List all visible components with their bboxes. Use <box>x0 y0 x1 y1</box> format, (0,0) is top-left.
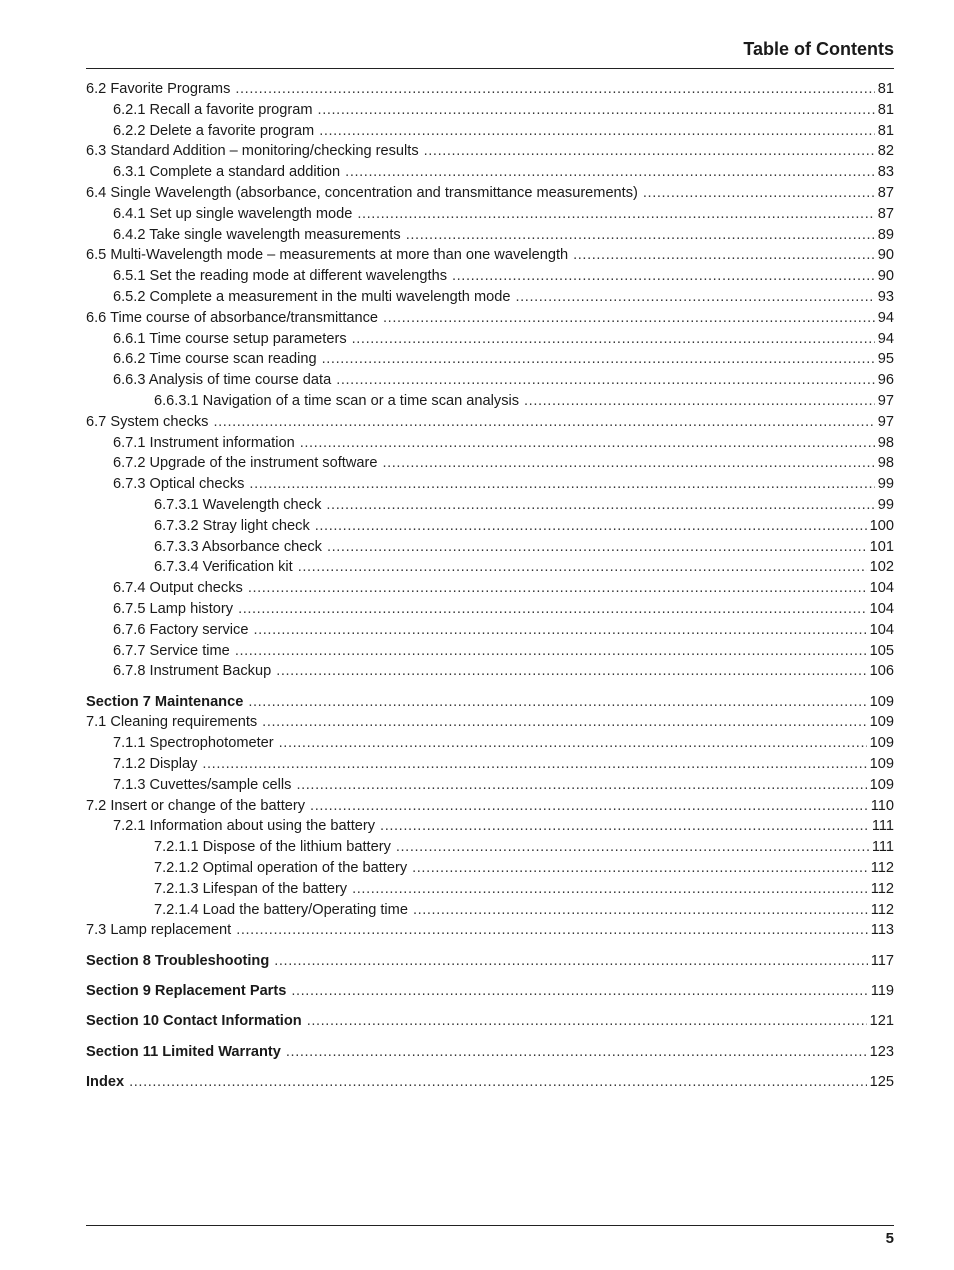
dot-leader <box>524 393 875 409</box>
toc-section-entry[interactable] <box>86 694 894 715</box>
toc-entry-page-number: 104 <box>869 580 894 597</box>
toc-section-entry[interactable] <box>86 983 894 1004</box>
dot-leader <box>424 143 875 159</box>
toc-entry[interactable] <box>86 414 894 435</box>
toc-entry-page-number: 119 <box>870 982 894 999</box>
toc-entry-label: 6.6.3.1 Navigation of a time scan or a time scan analysis <box>154 392 520 409</box>
dot-leader <box>248 580 867 596</box>
toc-entry-page-number: 81 <box>877 122 894 139</box>
toc-entry-page-number: 104 <box>869 600 894 617</box>
dot-leader <box>307 1013 867 1029</box>
toc-entry-page-number: 87 <box>877 205 894 222</box>
page-number: 5 <box>885 1230 894 1247</box>
toc-entry[interactable] <box>86 435 894 456</box>
toc-entry-page-number: 111 <box>871 839 894 856</box>
dot-leader <box>357 206 874 222</box>
toc-entry-label: 6.3.1 Complete a standard addition <box>113 164 341 181</box>
toc-entry[interactable] <box>86 881 894 902</box>
toc-entry-page-number: 110 <box>870 797 894 814</box>
toc-entry[interactable] <box>86 331 894 352</box>
toc-entry-label: 6.5 Multi-Wavelength mode – measurements at more than one wavelength <box>86 247 569 264</box>
dot-leader <box>262 714 866 730</box>
toc-entry-label: 6.7.5 Lamp history <box>113 600 234 617</box>
toc-entry-label: 6.7.7 Service time <box>113 642 230 659</box>
dot-leader <box>129 1074 867 1090</box>
toc-entry-label: 7.2.1.1 Dispose of the lithium battery <box>154 839 391 856</box>
toc-entry-label: Section 9 Replacement Parts <box>86 982 287 999</box>
dot-leader <box>310 798 868 814</box>
toc-entry-label: 6.6 Time course of absorbance/transmittance <box>86 309 379 326</box>
toc-entry-label: 7.3 Lamp replacement <box>86 922 232 939</box>
toc-entry[interactable] <box>86 735 894 756</box>
toc-entry[interactable] <box>86 102 894 123</box>
toc-entry[interactable] <box>86 143 894 164</box>
toc-entry[interactable] <box>86 539 894 560</box>
toc-entry-label: Section 10 Contact Information <box>86 1013 302 1030</box>
toc-entry-label: 7.2 Insert or change of the battery <box>86 797 306 814</box>
toc-entry-page-number: 102 <box>869 559 894 576</box>
dot-leader <box>413 902 868 918</box>
toc-entry-label: 7.2.1.4 Load the battery/Operating time <box>154 901 408 918</box>
toc-entry-label: 7.1 Cleaning requirements <box>86 714 258 731</box>
dot-leader <box>406 227 875 243</box>
toc-entry-label: 7.1.3 Cuvettes/sample cells <box>113 776 292 793</box>
page-footer <box>86 1225 894 1247</box>
toc-entry-page-number: 97 <box>877 413 894 430</box>
dot-leader <box>235 643 867 659</box>
dot-leader <box>274 953 867 969</box>
dot-leader <box>298 559 867 575</box>
toc-entry[interactable] <box>86 497 894 518</box>
toc-entry-label: 7.1.2 Display <box>113 756 198 772</box>
toc-entry-page-number: 98 <box>877 455 894 472</box>
toc-entry-page-number: 94 <box>877 330 894 347</box>
dot-leader <box>235 81 874 97</box>
toc-entry[interactable] <box>86 714 894 735</box>
toc-entry-page-number: 123 <box>869 1043 894 1060</box>
toc-entry-label: Section 8 Troubleshooting <box>86 952 270 969</box>
dot-leader <box>345 164 875 180</box>
toc-entry[interactable] <box>86 372 894 393</box>
dot-leader <box>202 756 866 772</box>
toc-entry-label: 7.2.1 Information about using the battery <box>113 818 376 835</box>
toc-entry[interactable] <box>86 818 894 839</box>
toc-entry-page-number: 101 <box>869 538 894 555</box>
dot-leader <box>315 518 867 534</box>
toc-entry-page-number: 97 <box>877 392 894 409</box>
toc-entry-label: 6.7 System checks <box>86 413 209 430</box>
dot-leader <box>352 331 875 347</box>
toc-entry-label: 6.4 Single Wavelength (absorbance, concentration and transmittance measurements) <box>86 184 638 201</box>
dot-leader <box>296 777 866 793</box>
toc-entry-label: 6.7.3.1 Wavelength check <box>154 496 322 513</box>
toc-entry-page-number: 112 <box>870 859 894 876</box>
toc-entry-page-number: 81 <box>877 101 894 118</box>
toc-entry-page-number: 81 <box>877 81 894 97</box>
dot-leader <box>516 289 875 305</box>
dot-leader <box>248 694 866 710</box>
dot-leader <box>380 818 869 834</box>
toc-entry[interactable] <box>86 559 894 580</box>
toc-entry-page-number: 100 <box>869 517 894 534</box>
dot-leader <box>238 601 867 617</box>
toc-entry-label: 6.4.2 Take single wavelength measurements <box>113 226 401 243</box>
toc-entry[interactable] <box>86 622 894 643</box>
toc-entry-label: 6.2.1 Recall a favorite program <box>113 101 313 118</box>
page-header <box>86 36 894 69</box>
toc-entry[interactable] <box>86 164 894 185</box>
toc-entry[interactable] <box>86 518 894 539</box>
toc-section-entry[interactable] <box>86 1074 894 1095</box>
toc-entry[interactable] <box>86 81 894 102</box>
toc-entry-page-number: 109 <box>869 756 894 772</box>
dot-leader <box>573 247 875 263</box>
toc-entry-label: 6.7.3.2 Stray light check <box>154 517 310 534</box>
toc-entry-label: Index <box>86 1073 125 1090</box>
toc-entry[interactable] <box>86 351 894 372</box>
toc-entry[interactable] <box>86 922 894 943</box>
dot-leader <box>300 435 875 451</box>
dot-leader <box>236 922 868 938</box>
toc-entry-page-number: 117 <box>870 952 894 969</box>
dot-leader <box>318 102 875 118</box>
toc-entry-label: 6.3 Standard Addition – monitoring/checking results <box>86 143 419 160</box>
toc-entry-page-number: 112 <box>870 880 894 897</box>
dot-leader <box>452 268 875 284</box>
toc-entry-label: 6.6.2 Time course scan reading <box>113 351 317 368</box>
toc-entry-label: 6.6.1 Time course setup parameters <box>113 330 347 347</box>
toc-entry[interactable] <box>86 580 894 601</box>
toc-entry-page-number: 109 <box>869 735 894 752</box>
toc-entry-label: 6.7.1 Instrument information <box>113 434 295 451</box>
dot-leader <box>249 476 874 492</box>
dot-leader <box>643 185 875 201</box>
toc-entry-label: 7.1.1 Spectrophotometer <box>113 735 274 752</box>
toc-entry[interactable] <box>86 247 894 268</box>
toc-section-entry[interactable] <box>86 1013 894 1034</box>
toc-entry-page-number: 95 <box>877 351 894 368</box>
toc-entry-page-number: 104 <box>869 621 894 638</box>
dot-leader <box>291 983 867 999</box>
toc-entry-page-number: 121 <box>869 1013 894 1030</box>
toc-entry-label: 6.7.4 Output checks <box>113 580 243 597</box>
toc-entry-label: 6.5.1 Set the reading mode at different wavelengths <box>113 268 447 285</box>
toc-entry-page-number: 113 <box>870 922 894 939</box>
toc-entry[interactable] <box>86 777 894 798</box>
toc-entry-page-number: 106 <box>869 663 894 680</box>
toc-entry-page-number: 99 <box>877 476 894 493</box>
toc-entry[interactable] <box>86 206 894 227</box>
toc-entry[interactable] <box>86 455 894 476</box>
toc-entry[interactable] <box>86 839 894 860</box>
toc-entry-label: 6.6.3 Analysis of time course data <box>113 372 332 389</box>
toc-entry[interactable] <box>86 185 894 206</box>
toc-entry-page-number: 105 <box>869 642 894 659</box>
toc-entry-page-number: 112 <box>870 901 894 918</box>
toc-entry-page-number: 89 <box>877 226 894 243</box>
toc-entry-page-number: 87 <box>877 184 894 201</box>
toc-entry-label: 7.2.1.2 Optimal operation of the battery <box>154 859 408 876</box>
toc-entry[interactable] <box>86 756 894 777</box>
toc-entry[interactable] <box>86 393 894 414</box>
toc-entry-page-number: 82 <box>877 143 894 160</box>
toc-entry[interactable] <box>86 601 894 622</box>
dot-leader <box>279 735 867 751</box>
toc-entry[interactable] <box>86 902 894 923</box>
toc-entry-label: 6.4.1 Set up single wavelength mode <box>113 205 353 222</box>
dot-leader <box>276 663 866 679</box>
toc-entry-label: Section 11 Limited Warranty <box>86 1043 281 1060</box>
toc-entry-page-number: 98 <box>877 434 894 451</box>
dot-leader <box>383 310 875 326</box>
dot-leader <box>253 622 866 638</box>
dot-leader <box>412 860 868 876</box>
dot-leader <box>319 123 875 139</box>
toc-entry-page-number: 94 <box>877 309 894 326</box>
dot-leader <box>327 539 867 555</box>
dot-leader <box>286 1044 867 1060</box>
toc-entry-label: Section 7 Maintenance <box>86 693 244 710</box>
toc-entry-label: 6.7.2 Upgrade of the instrument software <box>113 455 378 472</box>
page-title: Table of Contents <box>743 39 894 59</box>
toc-section-entry[interactable] <box>86 953 894 974</box>
toc-entry-page-number: 99 <box>877 496 894 513</box>
toc-entry[interactable] <box>86 860 894 881</box>
toc-entry-page-number: 109 <box>869 693 894 710</box>
toc-entry-label: 6.7.3.4 Verification kit <box>154 559 293 576</box>
toc-entry[interactable] <box>86 310 894 331</box>
dot-leader <box>322 351 875 367</box>
toc-entry-page-number: 93 <box>877 288 894 305</box>
toc-entry[interactable] <box>86 227 894 248</box>
toc-entry-page-number: 96 <box>877 372 894 389</box>
toc-entry-label: 6.2 Favorite Programs <box>86 81 231 97</box>
dot-leader <box>396 839 869 855</box>
toc-entry-label: 7.2.1.3 Lifespan of the battery <box>154 880 348 897</box>
toc-entry[interactable] <box>86 289 894 310</box>
toc-entry-label: 6.7.3 Optical checks <box>113 476 245 493</box>
toc-entry[interactable] <box>86 663 894 684</box>
dot-leader <box>213 414 874 430</box>
toc-entry[interactable] <box>86 643 894 664</box>
toc-entry-page-number: 90 <box>877 268 894 285</box>
toc-entry-page-number: 90 <box>877 247 894 264</box>
toc-entry-label: 6.7.3.3 Absorbance check <box>154 538 322 555</box>
toc-entry[interactable] <box>86 798 894 819</box>
table-of-contents <box>86 81 894 1095</box>
toc-entry-label: 6.7.8 Instrument Backup <box>113 663 272 680</box>
dot-leader <box>352 881 868 897</box>
toc-entry[interactable] <box>86 268 894 289</box>
toc-entry-page-number: 111 <box>871 818 894 835</box>
toc-entry-page-number: 109 <box>869 776 894 793</box>
dot-leader <box>336 372 875 388</box>
toc-section-entry[interactable] <box>86 1044 894 1065</box>
toc-entry-page-number: 125 <box>869 1073 894 1090</box>
toc-entry-page-number: 109 <box>869 714 894 731</box>
toc-entry-page-number: 83 <box>877 164 894 181</box>
toc-entry[interactable] <box>86 476 894 497</box>
toc-entry-label: 6.5.2 Complete a measurement in the multi wavelength mode <box>113 288 511 305</box>
dot-leader <box>326 497 874 513</box>
toc-entry-label: 6.2.2 Delete a favorite program <box>113 122 315 139</box>
toc-entry[interactable] <box>86 123 894 144</box>
toc-entry-label: 6.7.6 Factory service <box>113 621 249 638</box>
dot-leader <box>382 455 874 471</box>
